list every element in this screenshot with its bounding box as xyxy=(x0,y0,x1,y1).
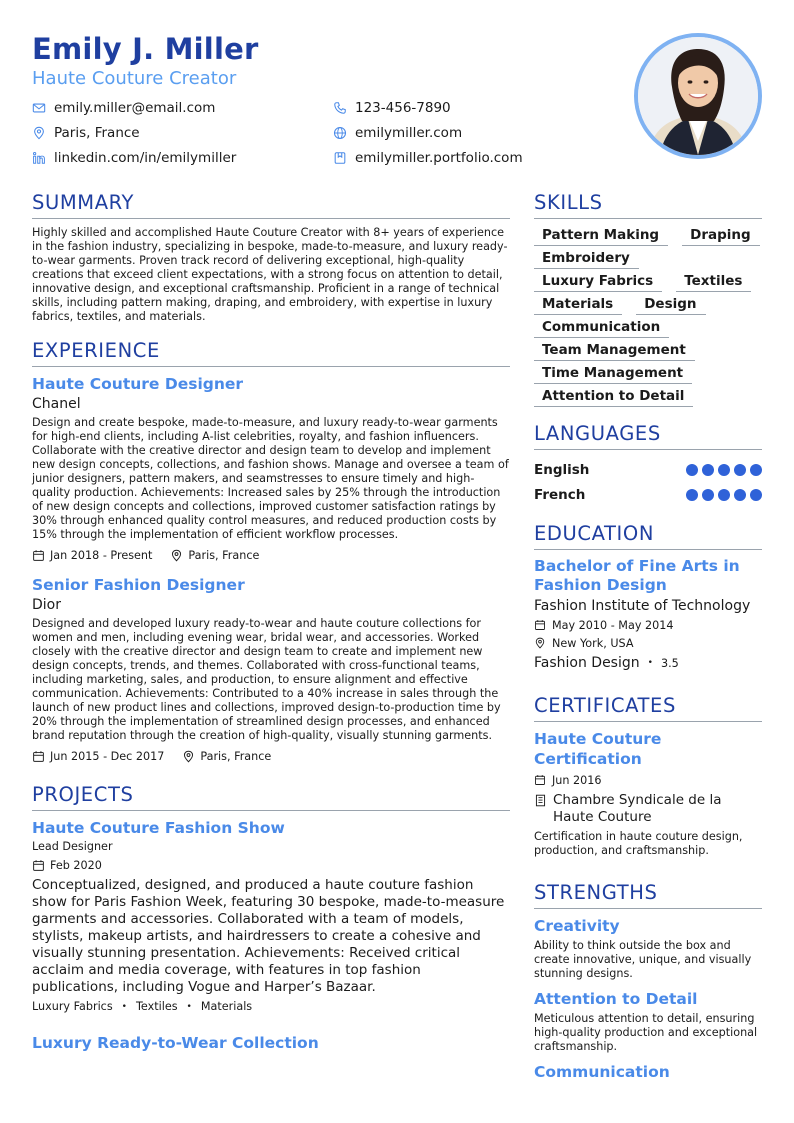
experience-item xyxy=(32,575,510,764)
language-name: English xyxy=(534,461,590,478)
profile-photo xyxy=(634,33,762,159)
level-dot xyxy=(750,489,762,501)
projects-heading: PROJECTS xyxy=(32,782,510,811)
job-description: Design and create bespoke, made-to-measure, and luxury ready-to-wear garments for high-end clients, including A-list celebrities, royalty, and fashion influencers. Collaborate with the creative director and design team to develop and implement new design concepts, collections, and fashion shows. Manage and oversee a team of junior designers, pattern makers, and seamstresses to ensure timely and high-quality production. Achievements: Increased sales by 25% through the introduction of new design concepts and collections, improved customer satisfaction ratings by 30% through enhanced quality control measures, and reduced production costs by 15% through the implementation of efficient workflow processes. xyxy=(32,416,509,541)
strength-description: Meticulous attention to detail, ensuring high-quality production and exceptional craftsmanship. xyxy=(534,1012,758,1053)
skill-tag: Team Management xyxy=(534,341,695,361)
calendar-icon xyxy=(534,619,546,631)
strengths-heading: STRENGTHS xyxy=(534,880,762,909)
skills-heading: SKILLS xyxy=(534,190,762,219)
education-field xyxy=(534,653,762,673)
job-dates: Jan 2018 - Present xyxy=(50,548,153,562)
project-tag: Luxury Fabrics xyxy=(32,1000,113,1013)
contact-location: Paris, France xyxy=(32,122,333,143)
certificates-heading: CERTIFICATES xyxy=(534,693,762,722)
project-description: Conceptualized, designed, and produced a haute couture fashion show for Paris Fashion Week, featuring 30 bespoke, made-to-measure garments and accessories. Collaborated with a team of models, stylists, makeup artists, and hairdressers to create a cohesive and visually stunning presentation. Achievements: Received critical acclaim and media coverage, with features in top fashion publications, including Vogue and Harper’s Bazaar. xyxy=(32,877,505,995)
contact-phone[interactable]: 123-456-7890 xyxy=(333,97,633,118)
strength-title: Creativity xyxy=(534,917,620,935)
job-company: Dior xyxy=(32,597,61,613)
level-dot xyxy=(686,464,698,476)
portfolio-icon xyxy=(333,151,347,165)
job-title: Senior Fashion Designer xyxy=(32,576,245,594)
field-separator: • xyxy=(647,658,653,668)
project-date: Feb 2020 xyxy=(50,858,102,872)
languages-heading: LANGUAGES xyxy=(534,421,762,450)
certificate-date: Jun 2016 xyxy=(534,771,762,789)
right-column xyxy=(534,190,762,1082)
skill-tag: Materials xyxy=(534,295,622,315)
project-item xyxy=(32,818,510,1013)
education-degree: Bachelor of Fine Arts in Fashion Design xyxy=(534,557,740,594)
location-pin-icon xyxy=(32,126,46,140)
contact-portfolio[interactable]: emilymiller.portfolio.com xyxy=(333,147,633,168)
location-pin-icon xyxy=(534,637,546,649)
project-meta xyxy=(32,857,510,873)
skill-tag: Embroidery xyxy=(534,249,639,269)
project-title: Haute Couture Fashion Show xyxy=(32,819,285,837)
phone-icon xyxy=(333,101,347,115)
job-company: Chanel xyxy=(32,396,81,412)
contact-list xyxy=(32,97,632,168)
skill-tag: Design xyxy=(636,295,705,315)
certificate-title: Haute Couture Certification xyxy=(534,730,662,768)
level-dot xyxy=(734,489,746,501)
contact-linkedin[interactable]: linkedin.com/in/emilymiller xyxy=(32,147,333,168)
strength-item xyxy=(534,1062,762,1082)
experience-item xyxy=(32,374,510,563)
skill-tag: Textiles xyxy=(676,272,751,292)
globe-icon xyxy=(333,126,347,140)
linkedin-icon xyxy=(32,151,46,165)
skill-tag: Time Management xyxy=(534,364,692,384)
level-dot xyxy=(702,489,714,501)
strength-description: Ability to think outside the box and create innovative, unique, and visually stunning designs. xyxy=(534,939,752,980)
job-title: Haute Couture Designer xyxy=(32,375,244,393)
project-role: Lead Designer xyxy=(32,840,113,853)
level-dot xyxy=(686,489,698,501)
level-dot xyxy=(718,464,730,476)
strength-title: Communication xyxy=(534,1063,670,1081)
skill-tag: Draping xyxy=(682,226,760,246)
language-item xyxy=(534,457,762,482)
level-dot xyxy=(718,489,730,501)
education-heading: EDUCATION xyxy=(534,521,762,550)
strength-item xyxy=(534,916,762,981)
certificate-issuer: Chambre Syndicale de la Haute Couture xyxy=(534,792,762,826)
education-gpa: 3.5 xyxy=(660,656,679,670)
building-icon xyxy=(534,794,547,807)
level-dot xyxy=(702,464,714,476)
job-dates: Jun 2015 - Dec 2017 xyxy=(50,749,165,763)
job-meta xyxy=(32,547,510,563)
skill-tag: Pattern Making xyxy=(534,226,668,246)
project-tags xyxy=(32,1000,510,1013)
project-tag: Textiles xyxy=(135,1000,178,1013)
tag-separator: • xyxy=(186,1001,192,1012)
project-item xyxy=(32,1033,510,1053)
job-meta xyxy=(32,748,510,764)
calendar-icon xyxy=(32,750,45,763)
contact-website[interactable]: emilymiller.com xyxy=(333,122,633,143)
level-dot xyxy=(734,464,746,476)
education-school: Fashion Institute of Technology xyxy=(534,598,751,614)
skill-tag: Communication xyxy=(534,318,669,338)
project-title: Luxury Ready-to-Wear Collection xyxy=(32,1034,319,1052)
certificate-description: Certification in haute couture design, production, and craftsmanship. xyxy=(534,830,743,857)
experience-heading: EXPERIENCE xyxy=(32,338,510,367)
location-pin-icon xyxy=(170,549,183,562)
job-description: Designed and developed luxury ready-to-wear and haute couture collections for women and men, including evening wear, bridal wear, and accessories. Worked closely with the creative director and design team to create and implement new design concepts, trends, and themes. Collaborated with cross-functional teams, including marketing, sales, and production, to ensure alignment and effective communication. Achievements: Contributed to a 40% increase in sales through the launch of new product lines and collections, improved design-to-production time by 20% through the implementation of streamlined design processes, and enhanced brand reputation through the creation of high-quality, visually stunning garments. xyxy=(32,617,501,742)
summary-heading: SUMMARY xyxy=(32,190,510,219)
education-location: New York, USA xyxy=(534,634,762,652)
job-location: Paris, France xyxy=(200,749,272,763)
resume-header xyxy=(32,30,632,168)
strength-item xyxy=(534,989,762,1054)
candidate-name: Emily J. Miller xyxy=(32,32,259,66)
left-column xyxy=(32,190,510,1053)
education-dates: May 2010 - May 2014 xyxy=(534,616,762,634)
calendar-icon xyxy=(32,859,45,872)
skill-tag: Attention to Detail xyxy=(534,387,693,407)
location-pin-icon xyxy=(182,750,195,763)
job-location: Paris, France xyxy=(188,548,260,562)
language-level-dots xyxy=(686,489,762,501)
language-level-dots xyxy=(686,464,762,476)
candidate-title: Haute Couture Creator xyxy=(32,68,237,89)
project-tag: Materials xyxy=(200,1000,253,1013)
skills-list xyxy=(534,226,762,407)
contact-email[interactable]: emily.miller@email.com xyxy=(32,97,333,118)
language-name: French xyxy=(534,486,586,503)
strength-title: Attention to Detail xyxy=(534,990,698,1008)
calendar-icon xyxy=(32,549,45,562)
summary-text: Highly skilled and accomplished Haute Couture Creator with 8+ years of experience in the fashion industry, specializing in bespoke, made-to-measure, and luxury ready-to-wear garments. Proven track record of delivering exceptional, high-quality creations that exceed client expectations, with a strong focus on attention to detail, innovative design, and exceptional craftsmanship. Proficient in a range of technical skills, including pattern making, draping, and embroidery, with expertise in luxury fabrics, textiles, and materials. xyxy=(32,226,508,323)
education-field-name: Fashion Design xyxy=(534,655,640,671)
level-dot xyxy=(750,464,762,476)
mail-icon xyxy=(32,101,46,115)
portrait-illustration xyxy=(638,37,758,155)
calendar-icon xyxy=(534,774,546,786)
tag-separator: • xyxy=(121,1001,127,1012)
skill-tag: Luxury Fabrics xyxy=(534,272,662,292)
language-item xyxy=(534,482,762,507)
